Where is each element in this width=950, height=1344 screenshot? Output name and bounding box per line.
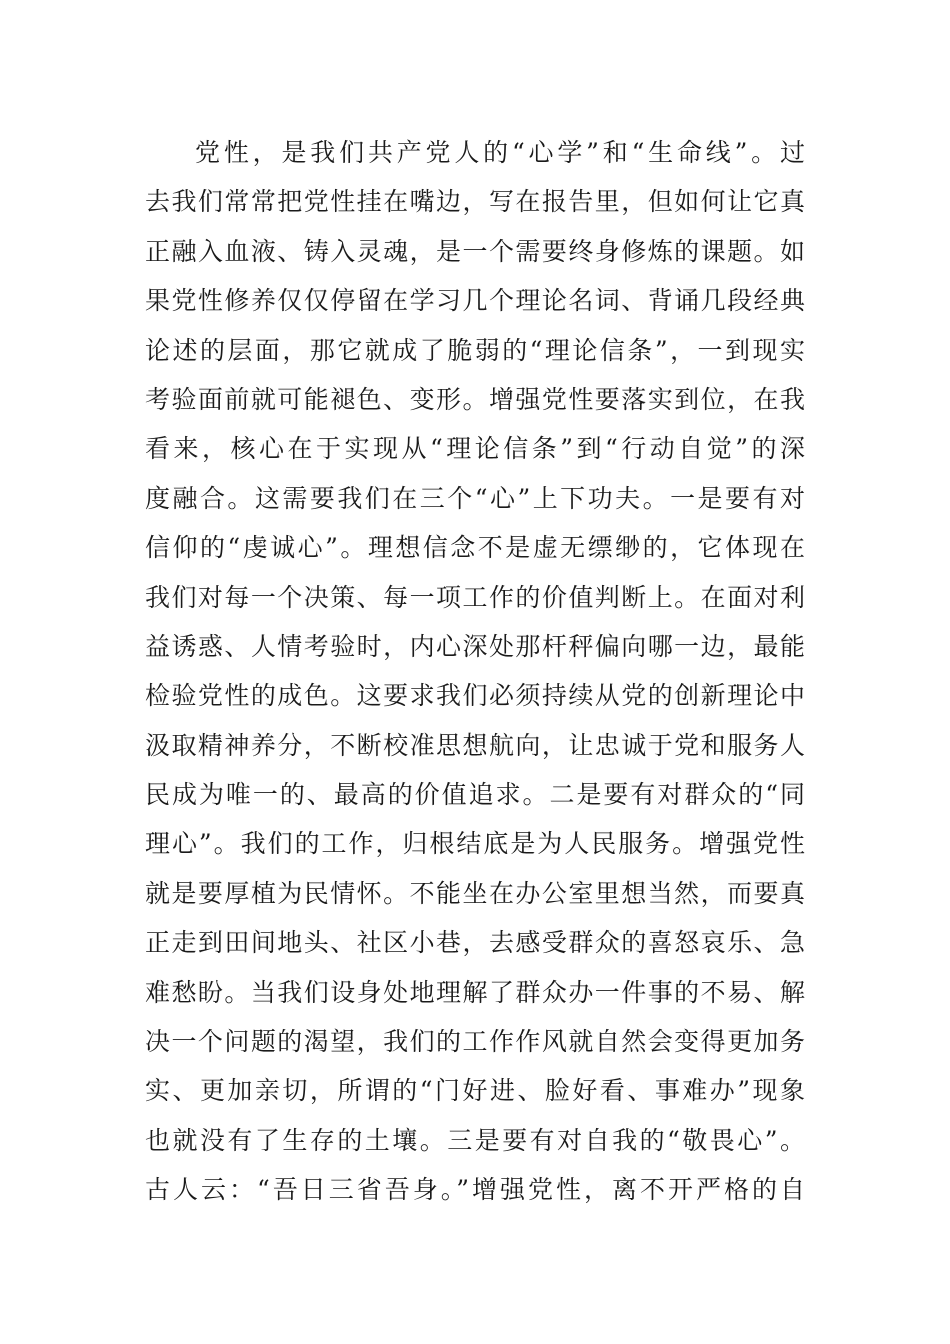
- text-line-8: 度融合。这需要我们在三个“心”上下功夫。一是要有对: [145, 483, 805, 513]
- text-line-1: 党性，是我们共产党人的“心学”和“生命线”。过: [195, 138, 805, 167]
- text-line-11: 益诱惑、人情考验时，内心深处那杆秤偏向哪一边，最能: [145, 631, 805, 661]
- text-line-5: 论述的层面，那它就成了脆弱的“理论信条”，一到现实: [145, 335, 805, 365]
- text-line-9: 信仰的“虔诚心”。理想信念不是虚无缥缈的，它体现在: [145, 533, 805, 563]
- text-line-4: 果党性修养仅仅停留在学习几个理论名词、背诵几段经典: [145, 286, 805, 316]
- text-line-3: 正融入血液、铸入灵魂，是一个需要终身修炼的课题。如: [145, 236, 805, 266]
- text-line-10: 我们对每一个决策、每一项工作的价值判断上。在面对利: [145, 582, 805, 612]
- text-line-18: 难愁盼。当我们设身处地理解了群众办一件事的不易、解: [145, 977, 805, 1007]
- text-line-12: 检验党性的成色。这要求我们必须持续从党的创新理论中: [145, 681, 805, 711]
- text-line-2: 去我们常常把党性挂在嘴边，写在报告里，但如何让它真: [145, 187, 805, 217]
- text-line-22: 古人云：“吾日三省吾身。”增强党性，离不开严格的自: [145, 1175, 805, 1205]
- text-line-17: 正走到田间地头、社区小巷，去感受群众的喜怒哀乐、急: [145, 928, 805, 958]
- text-line-13: 汲取精神养分，不断校准思想航向，让忠诚于党和服务人: [145, 730, 805, 760]
- text-line-15: 理心”。我们的工作，归根结底是为人民服务。增强党性: [145, 829, 805, 859]
- text-line-21: 也就没有了生存的土壤。三是要有对自我的“敬畏心”。: [145, 1125, 805, 1155]
- body-paragraph: [145, 128, 805, 1215]
- text-line-20: 实、更加亲切，所谓的“门好进、脸好看、事难办”现象: [145, 1076, 805, 1106]
- text-line-6: 考验面前就可能褪色、变形。增强党性要落实到位，在我: [145, 384, 805, 414]
- text-line-7: 看来，核心在于实现从“理论信条”到“行动自觉”的深: [145, 434, 805, 464]
- text-line-19: 决一个问题的渴望，我们的工作作风就自然会变得更加务: [145, 1027, 805, 1057]
- text-line-16: 就是要厚植为民情怀。不能坐在办公室里想当然，而要真: [145, 878, 805, 908]
- text-line-14: 民成为唯一的、最高的价值追求。二是要有对群众的“同: [145, 780, 805, 810]
